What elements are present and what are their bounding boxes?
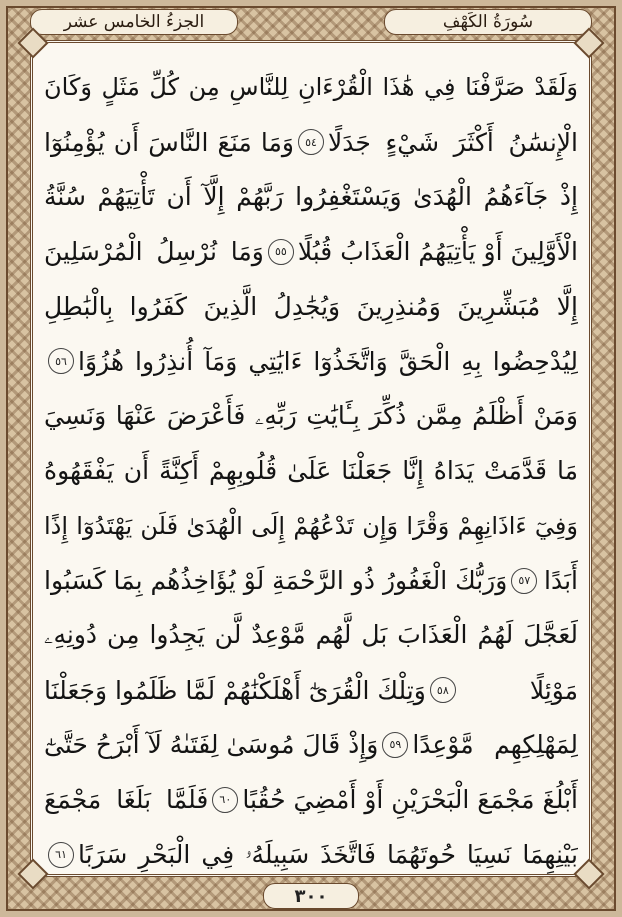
verse-text: فَلَمَّا بَلَغَا مَجْمَعَ bbox=[44, 785, 209, 815]
verse-text: وَرَبُّكَ الْغَفُورُ ذُو الرَّحْمَةِ لَوْ يُؤَاخِذُهُم بِمَا كَسَبُوا bbox=[44, 566, 508, 596]
ayah-number-icon: ٥٥ bbox=[268, 239, 294, 265]
ayah-number-icon: ٦١ bbox=[48, 842, 74, 868]
verse-text: أَبَدًا bbox=[544, 566, 578, 596]
verse-text: الْإِنسَٰنُ أَكْثَرَ شَيْءٍ جَدَلًا bbox=[328, 127, 578, 157]
verse-text: وَلَقَدْ صَرَّفْنَا فِي هَٰذَا الْقُرْءَانِ لِلنَّاسِ مِن كُلِّ مَثَلٍ وَكَانَ bbox=[44, 73, 578, 102]
juz-label: الجزءُ الخامس عشر bbox=[30, 9, 238, 35]
verse-line bbox=[44, 279, 578, 334]
verse-text: بَيْنِهِمَا نَسِيَا حُوتَهُمَا فَاتَّخَذَ سَبِيلَهُۥ فِي الْبَحْرِ سَرَبًا bbox=[78, 839, 578, 869]
ayah-number-icon: ٥٦ bbox=[48, 348, 74, 374]
verse-line bbox=[44, 498, 578, 553]
page-number: ٣٠٠ bbox=[263, 883, 359, 909]
verse-text: لَعَجَّلَ لَهُمُ الْعَذَابَ بَل لَّهُم مَّوْعِدٌ لَّن يَجِدُوا مِن دُونِهِۦ bbox=[44, 620, 578, 650]
verse-text: أَبْلُغَ مَجْمَعَ الْبَحْرَيْنِ أَوْ أَمْضِيَ حُقُبًا bbox=[242, 785, 578, 815]
verse-text: وَمَنْ أَظْلَمُ مِمَّن ذُكِّرَ بِـَٔايَٰتِ رَبِّهِۦ فَأَعْرَضَ عَنْهَا وَنَسِيَ bbox=[44, 401, 578, 431]
verse-text: الْأَوَّلِينَ أَوْ يَأْتِيَهُمُ الْعَذَابُ قُبُلًا bbox=[297, 237, 578, 267]
verse-text: لِمَهْلِكِهِم مَّوْعِدًا bbox=[412, 730, 578, 760]
verse-line bbox=[44, 115, 578, 170]
page-header bbox=[30, 8, 592, 36]
verse-line bbox=[44, 224, 578, 279]
quran-text bbox=[44, 60, 578, 867]
verse-line bbox=[44, 718, 578, 773]
verse-line bbox=[44, 389, 578, 444]
ayah-number-icon: ٥٨ bbox=[430, 677, 456, 703]
page-footer bbox=[0, 881, 622, 911]
verse-text: وَإِذْ قَالَ مُوسَىٰ لِفَتَىٰهُ لَآ أَبْرَحُ حَتَّىٰٓ bbox=[44, 730, 379, 760]
verse-line bbox=[44, 553, 578, 608]
verse-text: وَمَا مَنَعَ النَّاسَ أَن يُؤْمِنُوٓا bbox=[44, 127, 294, 157]
verse-line bbox=[44, 608, 578, 663]
verse-line bbox=[44, 334, 578, 389]
verse-text: وَتِلْكَ الْقُرَىٰٓ أَهْلَكْنَٰهُمْ لَمَّا ظَلَمُوا وَجَعَلْنَا bbox=[44, 675, 426, 705]
verse-line bbox=[44, 170, 578, 225]
verse-text: وَمَا نُرْسِلُ الْمُرْسَلِينَ bbox=[44, 237, 264, 267]
verse-line bbox=[44, 772, 578, 827]
verse-text: وَفِيٓ ءَاذَانِهِمْ وَقْرًا وَإِن تَدْعُهُمْ إِلَى الْهُدَىٰ فَلَن يَهْتَدُوٓا إِذًا bbox=[44, 511, 578, 540]
verse-text: إِلَّا مُبَشِّرِينَ وَمُنذِرِينَ وَيُجَٰدِلُ الَّذِينَ كَفَرُوا بِالْبَٰطِلِ bbox=[44, 292, 578, 322]
verse-line bbox=[44, 827, 578, 882]
verse-line bbox=[44, 444, 578, 499]
verse-text: إِذْ جَآءَهُمُ الْهُدَىٰ وَيَسْتَغْفِرُوا رَبَّهُمْ إِلَّآ أَن تَأْتِيَهُمْ سُنَّةُ bbox=[44, 182, 578, 212]
ayah-number-icon: ٥٩ bbox=[382, 732, 408, 758]
ayah-number-icon: ٥٧ bbox=[511, 568, 537, 594]
surah-label: سُورَةُ الكَهْفِ bbox=[384, 9, 592, 35]
verse-line bbox=[44, 663, 578, 718]
verse-text: مَا قَدَّمَتْ يَدَاهُ إِنَّا جَعَلْنَا عَلَىٰ قُلُوبِهِمْ أَكِنَّةً أَن يَفْقَهُوهُ bbox=[44, 456, 578, 486]
verse-line bbox=[44, 60, 578, 115]
verse-text: مَوْئِلًا bbox=[529, 675, 578, 705]
ayah-number-icon: ٥٤ bbox=[298, 129, 324, 155]
ayah-number-icon: ٦٠ bbox=[212, 787, 238, 813]
verse-text: لِيُدْحِضُوا بِهِ الْحَقَّ وَاتَّخَذُوٓا ءَايَٰتِي وَمَآ أُنذِرُوا هُزُوًا bbox=[78, 346, 578, 376]
